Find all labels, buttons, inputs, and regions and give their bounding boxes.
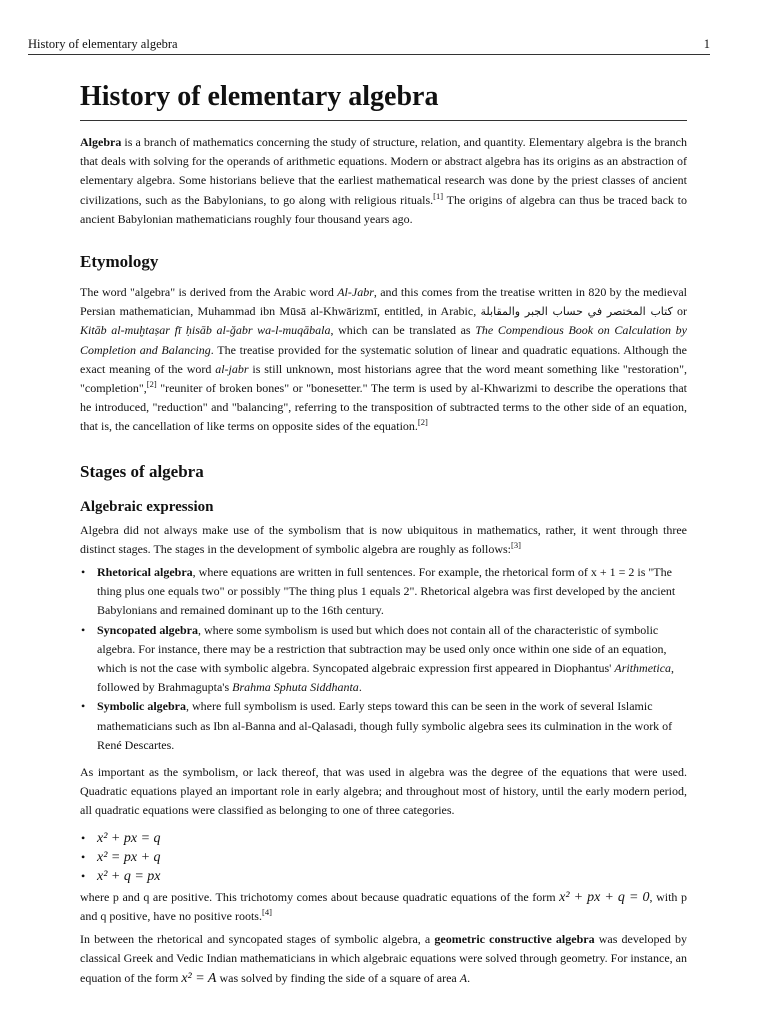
algebraic-expression-heading: Algebraic expression [80, 498, 214, 515]
intro-term: Algebra [80, 135, 122, 149]
citation-link[interactable]: [3] [511, 539, 521, 550]
citation-link[interactable]: [2] [146, 379, 157, 390]
page-title: History of elementary algebra [80, 80, 687, 121]
stages-list [80, 563, 687, 755]
inline-math: x² + px + q = 0 [559, 889, 650, 905]
list-item: • Syncopated algebra, where some symbolism is used but which does not contain all of the characteristic of symbolic algebra. For instance, there may be a restriction that subtraction may be used only once within one side of an equation, which is not the case with symbolic algebra. Syncopated algebraic expression first appeared in Diophantus' Arithmetica, followed by Brahmagupta's Brahma Sphuta Siddhanta. [80, 621, 687, 698]
equation-item: • x² + q = px [80, 867, 687, 886]
running-head-title: History of elementary algebra [28, 37, 178, 51]
arabic-title: كتاب المختصر في حساب الجبر والمقابلة [480, 305, 673, 319]
geometric-paragraph: In between the rhetorical and syncopated stages of symbolic algebra, a geometric constructive algebra was developed by classical Greek and Vedic Indian mathematicians in which algebraic equations were solved through geometry. For instance, an equation of the form x² = A was solved by finding the side of a square of area A. [80, 932, 687, 986]
etymology-heading: Etymology [80, 252, 159, 272]
degree-paragraph: As important as the symbolism, or lack thereof, that was used in algebra was the degree of the equations that were used. Quadratic equations played an important role in early algebra; and throughout most of history, until the early modern period, all quadratic equations were classified as belonging to one of three categories. [80, 765, 687, 818]
inline-math: x² = A [181, 970, 217, 986]
trichotomy-paragraph: where p and q are positive. This trichotomy comes about because quadratic equations of the form x² + px + q = 0, with p and q positive, have no positive roots.[4] [80, 889, 688, 923]
intro-paragraph: Algebra is a branch of mathematics concerning the study of structure, relation, and quantity. Elementary algebra is the branch that deals with solving for the operands of arithmetic equations. Modern or abstract algebra has its origins as an abstraction of elementary algebra. Some historians believe that the earliest mathematical research was done by the priest classes of ancient civilizations, such as the Babylonians, to go along with religious rituals.[1] The origins of algebra can thus be traced back to ancient Babylonian mathematicians roughly four thousand years ago. [80, 135, 687, 226]
stages-paragraph: Algebra did not always make use of the symbolism that is now ubiquitous in mathematics, rather, it went through three distinct stages. The stages in the development of symbolic algebra are roughly as follows:[3] [80, 522, 687, 556]
equation-item: • x² + px = q [80, 829, 687, 848]
stages-heading: Stages of algebra [80, 461, 204, 481]
page-number: 1 [703, 37, 710, 51]
list-item: • Symbolic algebra, where full symbolism is used. Early steps toward this can be seen in the work of several Islamic mathematicians such as Ibn al-Banna and al-Qalasadi, though fully symbolic algebra sees its culmination in the work of René Descartes. [80, 697, 687, 755]
running-header [28, 37, 710, 55]
etymology-paragraph: The word "algebra" is derived from the Arabic word Al-Jabr, and this comes from the treatise written in 820 by the medieval Persian mathematician, Muhammad ibn Mūsā al-Khwārizmī, entitled, in Arabic, كتاب المختصر في حساب الجبر والمقابلة or Kitāb al-muḫtaṣar fī ḥisāb al-ğabr wa-l-muqābala, which can be translated as The Compendious Book on Calculation by Completion and Balancing. The treatise provided for the systematic solution of linear and quadratic equations. Although the exact meaning of the word al-jabr is still unknown, most historians agree that the word meant something like "restoration", "completion",[2] "reuniter of broken bones" or "bonesetter." The term is used by al-Khwarizmi to describe the operations that he introduced, "reduction" and "balancing", referring to the transposition of subtracted terms to the other side of an equation, that is, the cancellation of like terms on opposite sides of the equation.[2] [80, 285, 688, 434]
equation-item: • x² = px + q [80, 848, 687, 867]
equation-list [80, 829, 687, 886]
citation-link[interactable]: [1] [433, 190, 444, 201]
citation-link[interactable]: [2] [417, 417, 428, 428]
list-item: • Rhetorical algebra, where equations are written in full sentences. For example, the rhetorical form of x + 1 = 2 is "The thing plus one equals two" or possibly "The thing plus 1 equals 2". Rhetorical algebra was first developed by the ancient Babylonians and remained dominant up to the 16th century. [80, 563, 687, 621]
citation-link[interactable]: [4] [261, 906, 272, 917]
article-body [80, 80, 687, 988]
